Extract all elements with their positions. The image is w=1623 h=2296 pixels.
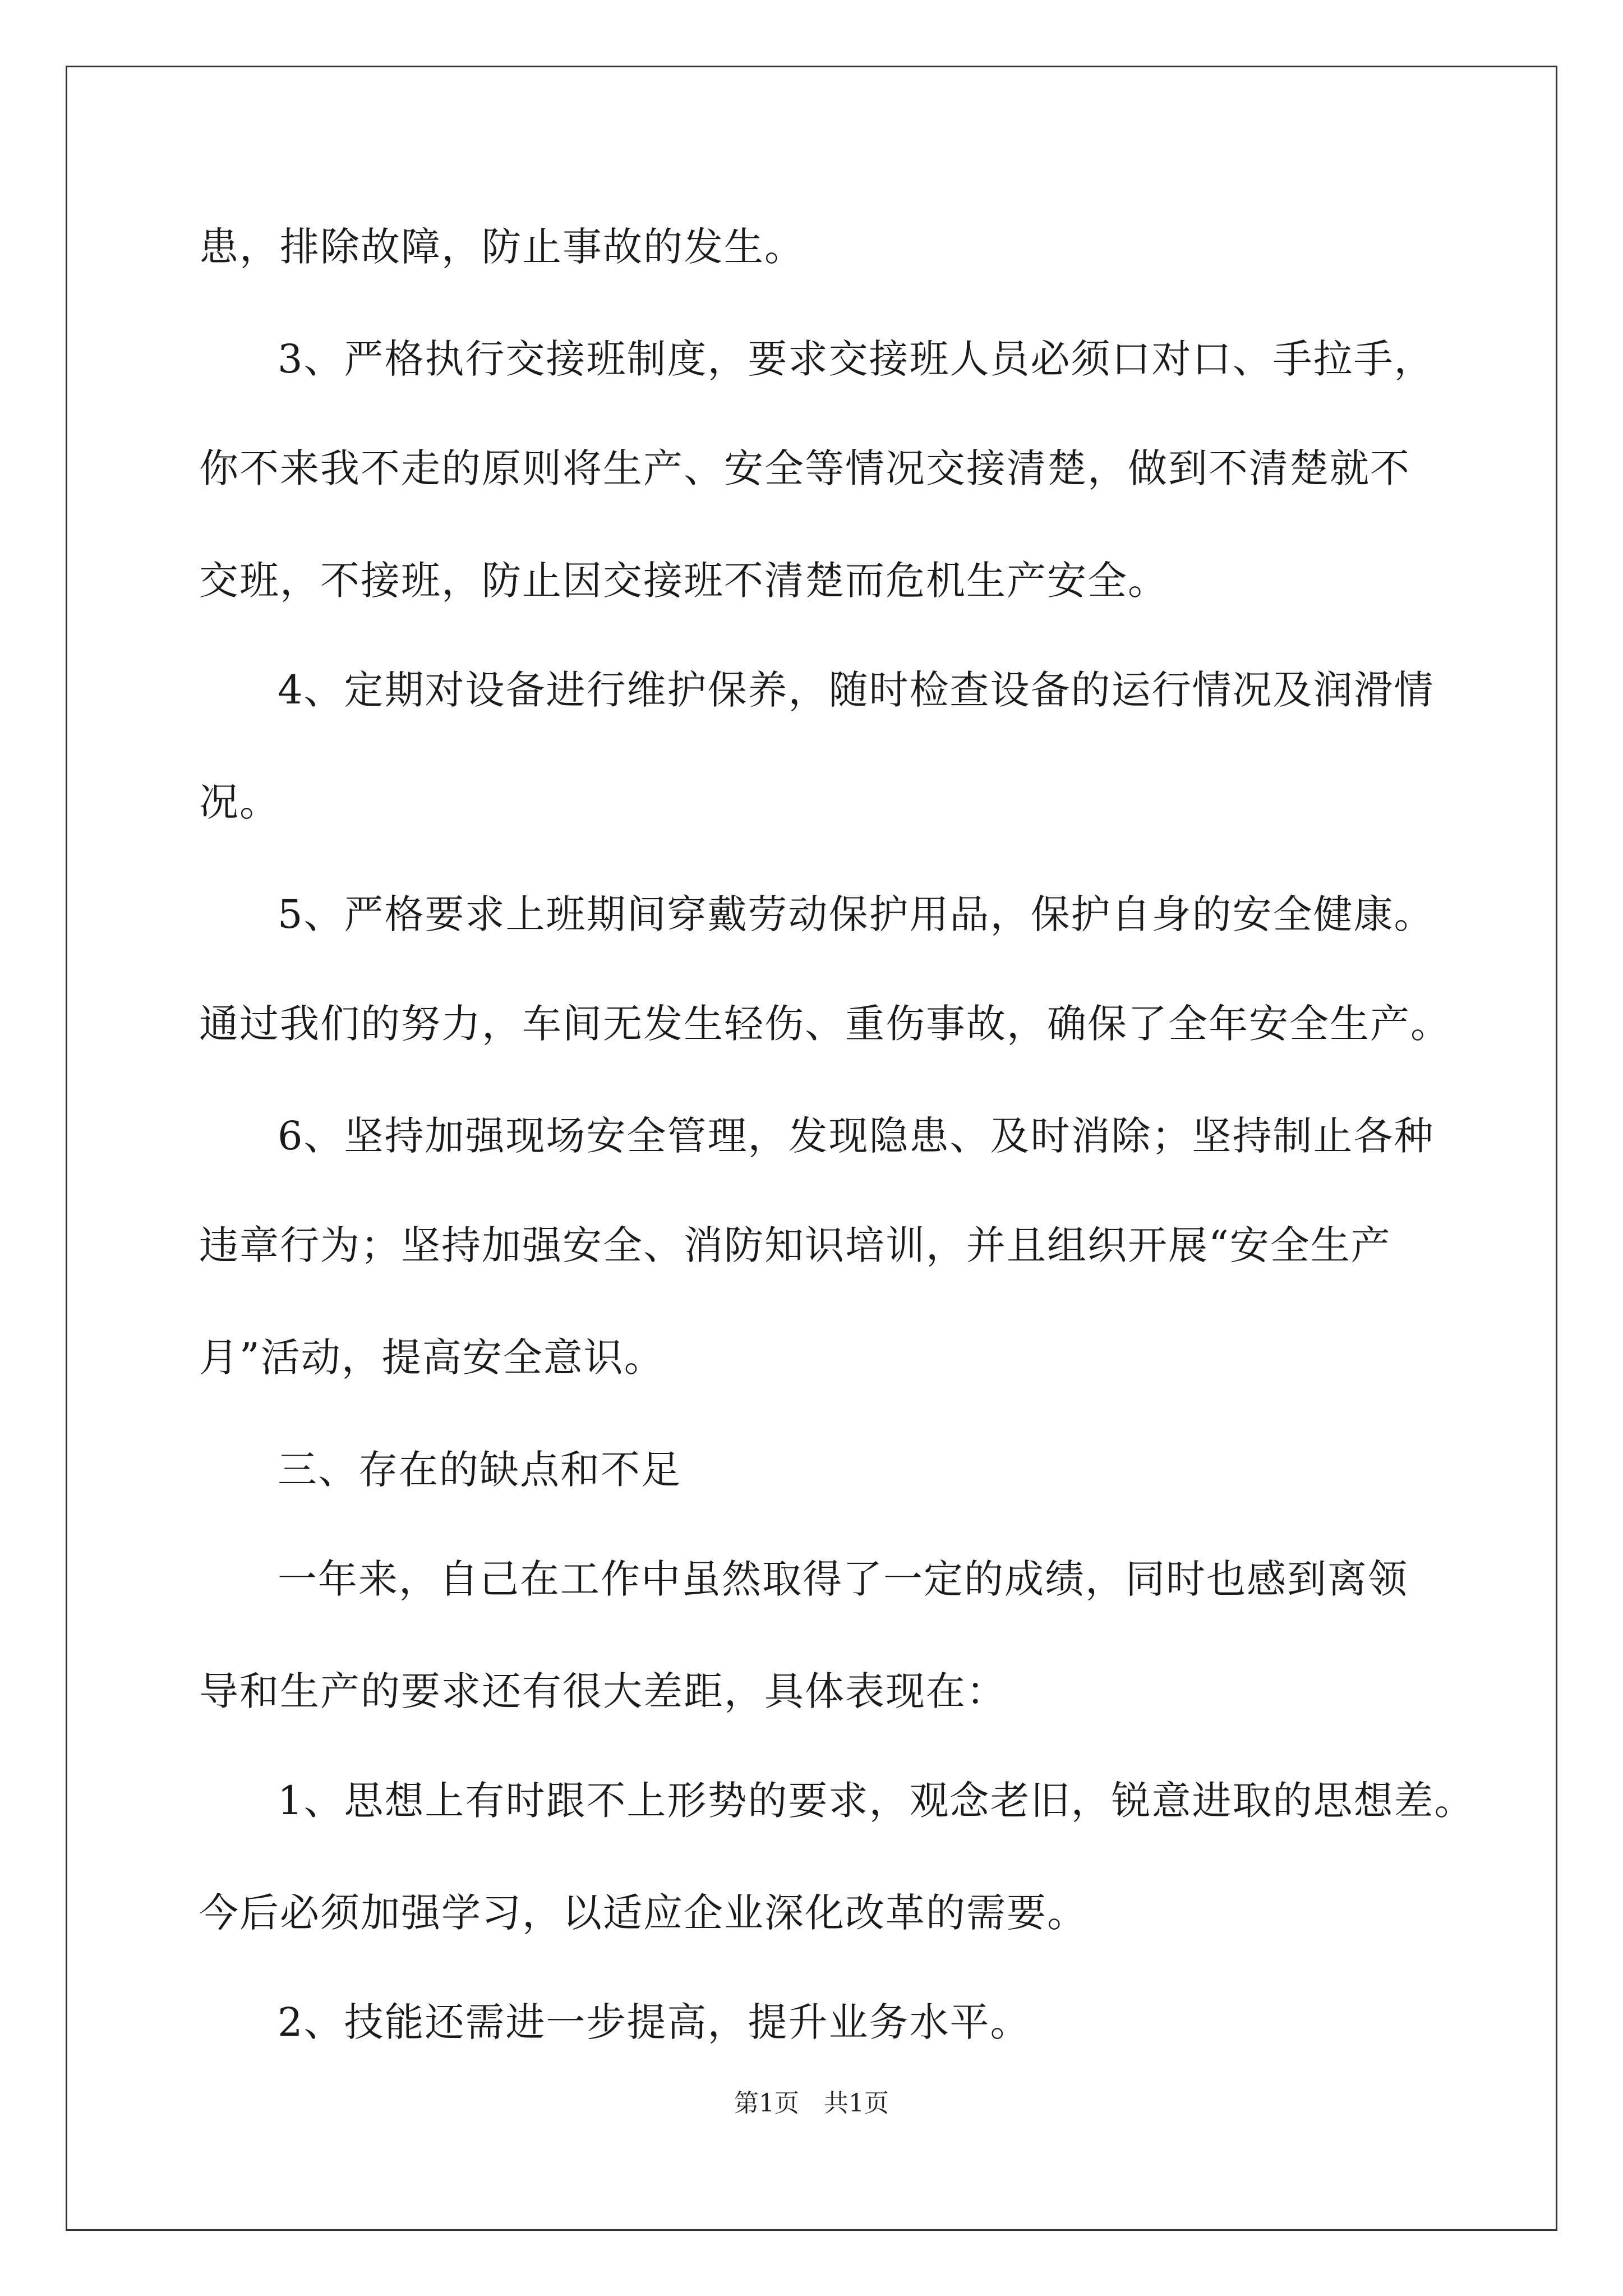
- text-line-9: 6、坚持加强现场安全管理，发现隐患、及时消除；坚持制止各种: [278, 1113, 1435, 1159]
- text-line-14: 导和生产的要求还有很大差距，具体表现在：: [199, 1668, 1007, 1714]
- text-line-15: 1、思想上有时跟不上形势的要求，观念老旧，锐意进取的思想差。: [278, 1778, 1475, 1824]
- text-line-4: 交班，不接班，防止因交接班不清楚而危机生产安全。: [199, 558, 1168, 604]
- text-line-6: 况。: [199, 779, 280, 825]
- text-line-2: 3、严格执行交接班制度，要求交接班人员必须口对口、手拉手，: [278, 336, 1435, 382]
- text-line-10: 违章行为；坚持加强安全、消防知识培训，并且组织开展“安全生产: [199, 1222, 1391, 1268]
- text-line-1: 患，排除故障，防止事故的发生。: [199, 224, 805, 270]
- text-line-16: 今后必须加强学习，以适应企业深化改革的需要。: [199, 1890, 1087, 1936]
- text-line-13: 一年来，自己在工作中虽然取得了一定的成绩，同时也感到离领: [278, 1556, 1408, 1602]
- text-line-3: 你不来我不走的原则将生产、安全等情况交接清楚，做到不清楚就不: [199, 445, 1410, 491]
- text-line-7: 5、严格要求上班期间穿戴劳动保护用品，保护自身的安全健康。: [278, 891, 1435, 937]
- text-line-17: 2、技能还需进一步提高，提升业务水平。: [278, 1999, 1031, 2045]
- text-line-11: 月”活动，提高安全意识。: [199, 1335, 665, 1381]
- page-number: 第1页 共1页: [734, 2089, 889, 2118]
- text-line-8: 通过我们的努力，车间无发生轻伤、重伤事故，确保了全年安全生产。: [199, 1001, 1451, 1047]
- section-heading: 三、存在的缺点和不足: [278, 1447, 681, 1493]
- text-line-5: 4、定期对设备进行维护保养，随时检查设备的运行情况及润滑情: [278, 667, 1435, 713]
